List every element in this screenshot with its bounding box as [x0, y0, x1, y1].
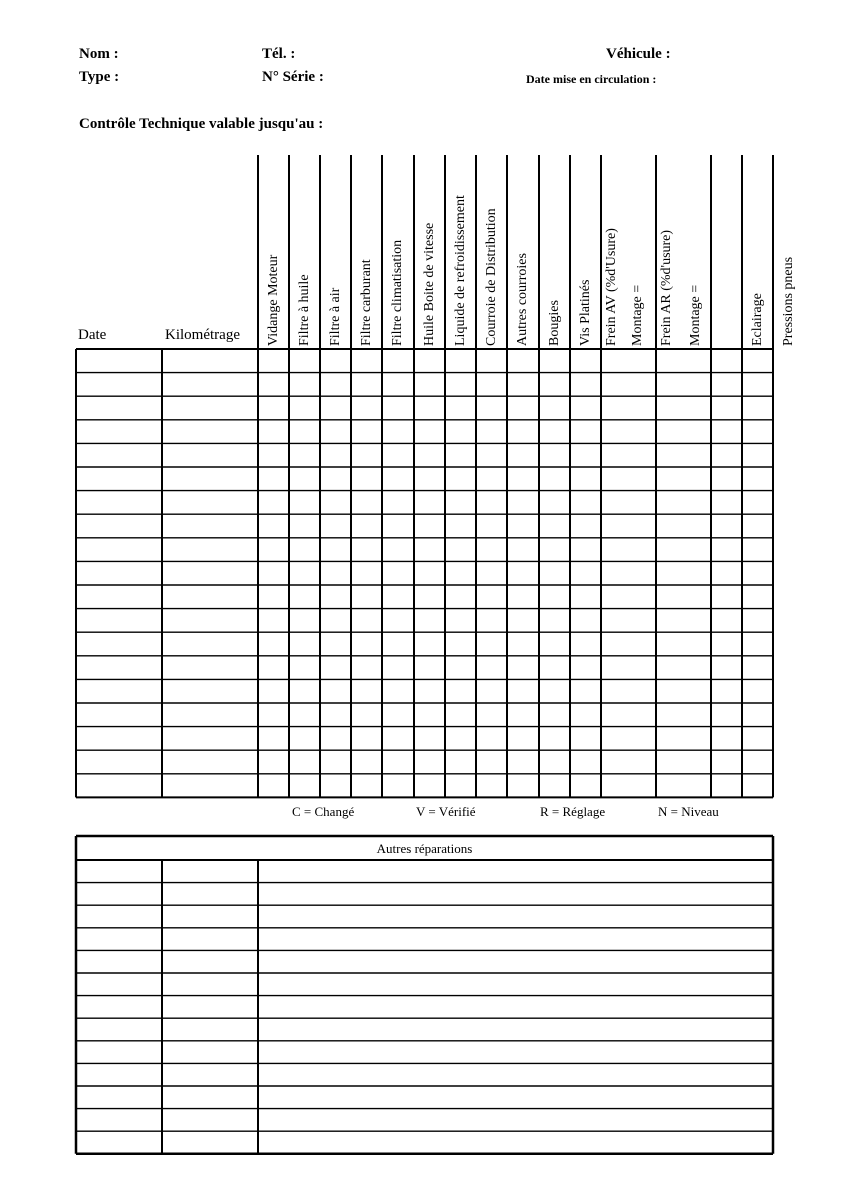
legend-level: N = Niveau: [658, 804, 719, 819]
date-column-header: Date: [78, 327, 107, 343]
type-label: Type :: [79, 69, 120, 85]
serie-label: N° Série :: [262, 69, 324, 85]
column-header: Liquide de refroidissement: [453, 195, 468, 346]
column-header: Pressions pneus: [781, 256, 796, 346]
column-header: Filtre à air: [328, 287, 343, 346]
date-circulation-label: Date mise en circulation :: [526, 72, 657, 86]
column-header: Frein AV (%d'Usure): [604, 228, 619, 346]
column-header: Filtre climatisation: [390, 239, 405, 346]
column-header: Montage =: [630, 284, 645, 346]
column-header: Filtre à huile: [297, 274, 312, 346]
legend-adjust: R = Réglage: [540, 804, 606, 819]
column-header: Filtre carburant: [359, 259, 374, 346]
column-header: Courroie de Distribution: [484, 208, 499, 346]
column-header: Vidange Moteur: [266, 254, 281, 346]
nom-label: Nom :: [79, 46, 119, 62]
column-header: Autres courroies: [515, 253, 530, 346]
tel-label: Tél. :: [262, 46, 296, 62]
repairs-title: Autres réparations: [376, 841, 473, 856]
column-header: Frein AR (%d'usure): [659, 229, 674, 346]
column-header: Vis Platinés: [578, 279, 593, 346]
controle-technique-label: Contrôle Technique valable jusqu'au :: [79, 116, 324, 132]
column-header: Eclairage: [750, 293, 765, 346]
legend-changed: C = Changé: [292, 804, 355, 819]
column-header: Montage =: [688, 284, 703, 346]
column-header: Bougies: [547, 300, 562, 346]
vehicule-label: Véhicule :: [606, 46, 671, 62]
column-header: Huile Boite de vitesse: [422, 222, 437, 346]
legend-verified: V = Vérifié: [416, 804, 476, 819]
km-column-header: Kilométrage: [165, 327, 240, 343]
